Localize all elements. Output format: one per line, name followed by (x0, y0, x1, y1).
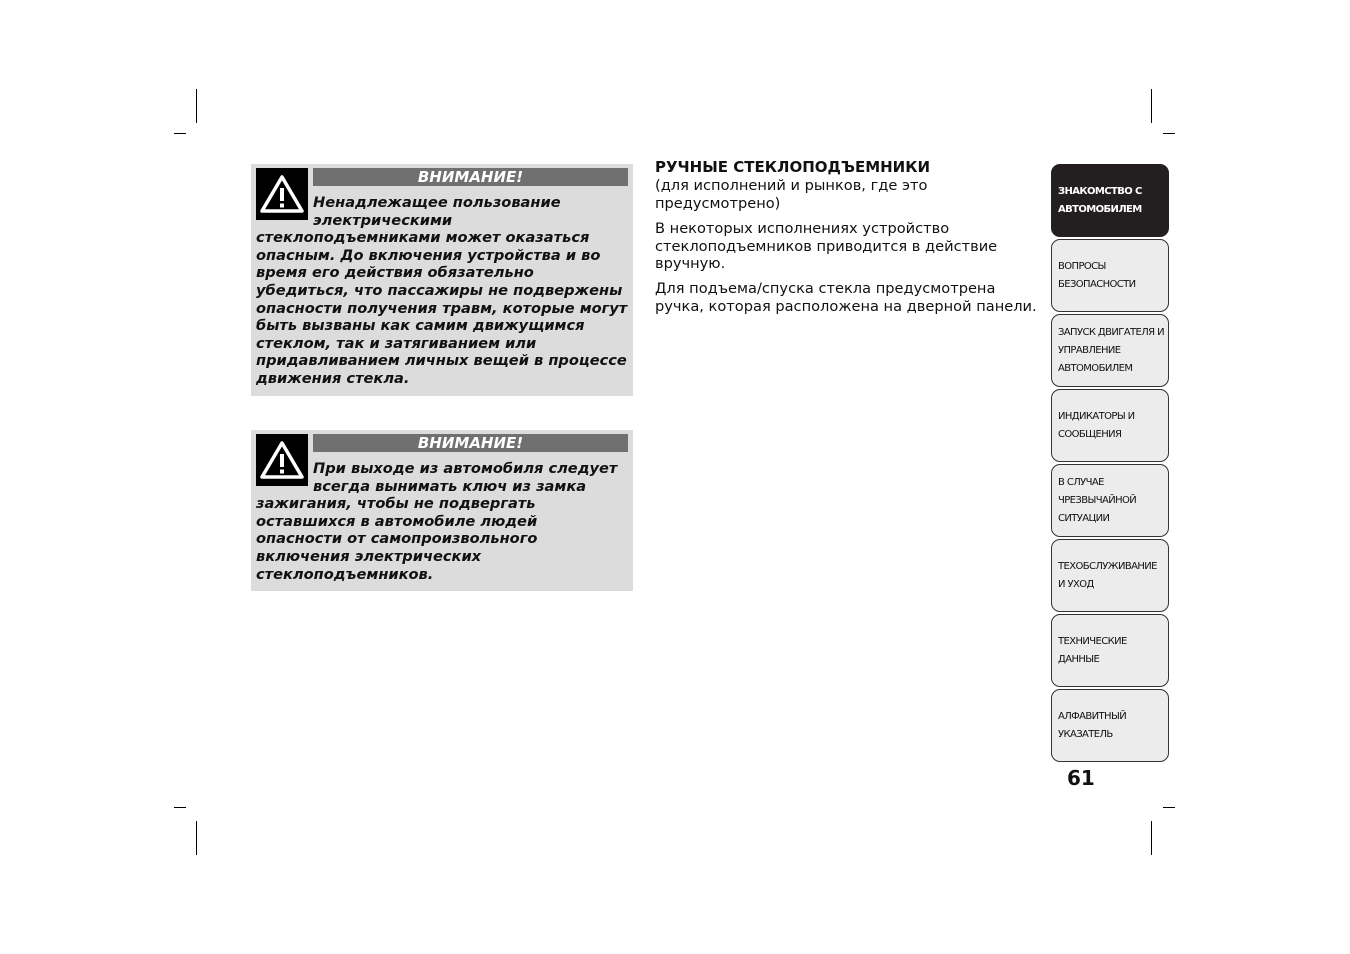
warning-heading: ВНИМАНИЕ! (313, 168, 628, 186)
page-number: 61 (1067, 766, 1095, 790)
warning-triangle-icon (256, 434, 308, 486)
crop-mark (1151, 821, 1152, 855)
paragraph: Для подъема/спуска стекла предусмотрена ручка, которая расположена на дверной панели. (655, 279, 1037, 315)
warning-triangle-icon (256, 168, 308, 220)
tab-safety[interactable]: ВОПРОСЫ БЕЗОПАСНОСТИ (1051, 239, 1169, 312)
tab-maintenance[interactable]: ТЕХОБСЛУЖИВАНИЕ И УХОД (1051, 539, 1169, 612)
crop-mark (174, 807, 186, 808)
warning-box (251, 164, 633, 396)
tab-getting-to-know[interactable]: ЗНАКОМСТВО С АВТОМОБИЛЕМ (1051, 164, 1169, 237)
section-title: РУЧНЫЕ СТЕКЛОПОДЪЕМНИКИ (655, 158, 931, 176)
crop-mark (1163, 807, 1175, 808)
warning-text: Ненадлежащее пользование электрическими стеклоподъемниками может оказаться опасным. До включения устройства и во время его действия обязательно убедиться, что пассажиры не подвержены опасности получения травм, которые могут быть вызваны как самим движущимся стеклом, так и затягиванием или придавливанием личных вещей в процессе движения стекла. (256, 194, 628, 387)
tab-starting-driving[interactable]: ЗАПУСК ДВИГАТЕЛЯ И УПРАВЛЕНИЕ АВТОМОБИЛЕМ (1051, 314, 1169, 387)
chapter-tabs (1051, 164, 1169, 764)
crop-mark (1163, 133, 1175, 134)
tab-indicators[interactable]: ИНДИКАТОРЫ И СООБЩЕНИЯ (1051, 389, 1169, 462)
crop-mark (1151, 89, 1152, 123)
tab-technical-data[interactable]: ТЕХНИЧЕСКИЕ ДАННЫЕ (1051, 614, 1169, 687)
crop-mark (196, 89, 197, 123)
section-subtitle: (для исполнений и рынков, где это предусмотрено) (655, 177, 928, 212)
tab-index[interactable]: АЛФАВИТНЫЙ УКАЗАТЕЛЬ (1051, 689, 1169, 762)
paragraph: В некоторых исполнениях устройство стеклоподъемников приводится в действие вручную. (655, 220, 998, 273)
crop-mark (174, 133, 186, 134)
warning-text: При выходе из автомобиля следует всегда вынимать ключ из замка зажигания, чтобы не подвергать оставшихся в автомобиле людей опасности от самопроизвольного включения электрических стеклоподъемников. (256, 460, 618, 583)
article (655, 158, 1040, 322)
warning-box (251, 430, 633, 591)
tab-emergency[interactable]: В СЛУЧАЕ ЧРЕЗВЫЧАЙНОЙ СИТУАЦИИ (1051, 464, 1169, 537)
warning-heading: ВНИМАНИЕ! (313, 434, 628, 452)
crop-mark (196, 821, 197, 855)
